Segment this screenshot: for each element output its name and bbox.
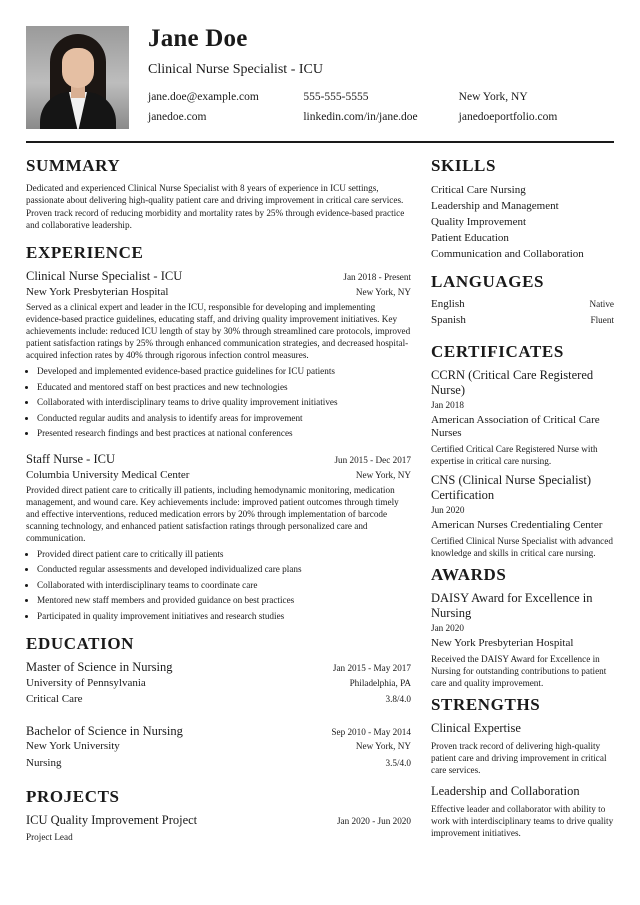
awards-heading: AWARDS — [431, 565, 507, 584]
gpa: 3.5/4.0 — [385, 757, 411, 768]
job-title: Staff Nurse - ICU — [26, 451, 115, 466]
language-row — [431, 298, 614, 314]
job-bullets — [26, 364, 411, 442]
education-heading: EDUCATION — [26, 634, 135, 654]
language-row — [431, 314, 614, 330]
email-link[interactable]: jane.doe@example.com — [148, 91, 259, 103]
language-name: English — [431, 298, 465, 310]
contact-info — [148, 87, 614, 127]
gpa: 3.8/4.0 — [385, 694, 411, 705]
education-dates: Jan 2015 - May 2017 — [332, 663, 411, 674]
bullet-item: • Provided direct patient care to critically ill patients — [37, 547, 411, 563]
bullet-item: • Conducted regular audits and analysis to identify areas for improvement — [37, 411, 411, 427]
job-dates: Jun 2015 - Dec 2017 — [334, 454, 411, 465]
education-dates: Sep 2010 - May 2014 — [331, 726, 411, 737]
side-column — [431, 156, 614, 847]
award-name: DAISY Award for Excellence in Nursing — [431, 591, 593, 620]
bullet-item: • Developed and implemented evidence-based practice guidelines for ICU patients — [37, 364, 411, 380]
linkedin-link[interactable]: linkedin.com/in/jane.doe — [303, 111, 418, 123]
language-level: Fluent — [590, 315, 614, 325]
job-dates: Jan 2018 - Present — [343, 272, 411, 283]
certificates-heading: CERTIFICATES — [431, 342, 564, 361]
strength-description: Proven track record of delivering high-quality patient care and driving improvement in critical care services. — [431, 741, 607, 775]
school-location: Philadelphia, PA — [349, 677, 411, 688]
experience-entry — [26, 269, 411, 442]
project-name: ICU Quality Improvement Project — [26, 813, 198, 828]
language-level: Native — [589, 299, 614, 309]
certificate-issuer: American Nurses Credentialing Center — [431, 519, 603, 531]
skill-item: Critical Care Nursing — [431, 184, 526, 196]
certificate-name: CCRN (Critical Care Registered Nurse) — [431, 368, 594, 397]
skill-item: Quality Improvement — [431, 216, 527, 228]
languages-list — [431, 298, 614, 330]
skills-heading: SKILLS — [431, 156, 497, 175]
certificate-description: Certified Clinical Nurse Specialist with advanced knowledge and skills in critical care nursing. — [431, 536, 613, 558]
strength-entry — [431, 721, 614, 776]
skill-item: Leadership and Management — [431, 200, 559, 212]
field-of-study: Critical Care — [26, 693, 83, 706]
school: New York University — [26, 740, 120, 753]
summary-heading: SUMMARY — [26, 156, 121, 175]
project-entry — [26, 813, 411, 843]
language-name: Spanish — [431, 314, 466, 326]
bullet-item: • Educated and mentored staff on best practices and new technologies — [37, 380, 411, 396]
profile-photo — [26, 26, 129, 129]
school-location: New York, NY — [355, 741, 411, 752]
project-dates: Jan 2020 - Jun 2020 — [336, 816, 411, 827]
job-description: Provided direct patient care to critically ill patients, including hemodynamic monitoring, medication management, and wound care. Key achievements include: improved patient outcomes through timely and effective interventions, reduced medication errors by 20% through implementation of barcode scanning technology, and enhanced patient satisfaction ratings through personalized care and communication. — [26, 484, 399, 543]
certificate-entry — [431, 368, 614, 467]
bullet-item: • Participated in quality improvement initiatives and research studies — [37, 609, 411, 625]
experience-entry — [26, 452, 411, 625]
job-bullets — [26, 547, 411, 625]
job-description: Served as a clinical expert and leader in the ICU, responsible for developing and implementing evidence-based practice guidelines, educating staff, and driving quality improvement initiatives. Key achievements include: reduced ICU length of stay by 30% through streamlined care protocols, improved patient satisfaction ratings by 25% through enhanced communication strategies, and decreased hospital-acquired infection rates by 40% through rigorous infection control measures. — [26, 302, 411, 361]
degree: Bachelor of Science in Nursing — [26, 723, 183, 738]
award-description: Received the DAISY Award for Excellence in Nursing for outstanding contributions to patient care and quality improvement. — [431, 654, 607, 688]
job-location: New York, NY — [355, 469, 411, 480]
education-entry — [26, 660, 411, 710]
strength-name: Clinical Expertise — [431, 721, 521, 735]
award-issuer: New York Presbyterian Hospital — [431, 637, 574, 649]
award-entry — [431, 591, 614, 689]
bullet-item: • Mentored new staff members and provided guidance on best practices — [37, 593, 411, 609]
projects-heading: PROJECTS — [26, 787, 120, 807]
field-of-study: Nursing — [26, 756, 62, 769]
certificate-name: CNS (Clinical Nurse Specialist) Certification — [431, 473, 592, 502]
degree: Master of Science in Nursing — [26, 660, 173, 675]
strength-description: Effective leader and collaborator with ability to work with interdisciplinary teams to drive quality improvement initiatives. — [431, 804, 614, 838]
bullet-item: • Conducted regular assessments and developed individualized care plans — [37, 562, 411, 578]
bullet-item: • Collaborated with interdisciplinary teams to drive quality improvement initiatives — [37, 395, 411, 411]
header-divider — [26, 141, 614, 143]
resume-header — [26, 0, 614, 142]
summary-text: Dedicated and experienced Clinical Nurse Specialist with 8 years of experience in ICU settings, passionate about delivering high-quality patient care and driving improvement in critical care services. Proven track record of reducing morbidity and mortality rates by 25% through evidence-based practice and collaborative leadership. — [26, 183, 405, 230]
certificate-date: Jun 2020 — [431, 505, 465, 515]
languages-heading: LANGUAGES — [431, 272, 545, 291]
certificate-description: Certified Critical Care Registered Nurse with expertise in critical care nursing. — [431, 444, 598, 466]
education-entry — [26, 724, 411, 774]
school: University of Pennsylvania — [26, 676, 146, 689]
skill-item: Communication and Collaboration — [431, 248, 584, 260]
candidate-title: Clinical Nurse Specialist - ICU — [148, 62, 323, 77]
phone-number: 555-555-5555 — [303, 91, 369, 103]
location-text: New York, NY — [458, 91, 528, 103]
project-role: Project Lead — [26, 832, 73, 843]
certificate-entry — [431, 473, 614, 559]
employer: Columbia University Medical Center — [26, 468, 190, 481]
bullet-item: • Collaborated with interdisciplinary teams to coordinate care — [37, 578, 411, 594]
skills-list — [431, 182, 614, 262]
experience-heading: EXPERIENCE — [26, 243, 144, 263]
certificate-issuer: American Association of Critical Care Nurses — [431, 414, 600, 439]
strengths-heading: STRENGTHS — [431, 695, 541, 714]
main-column — [26, 156, 411, 853]
portfolio-link[interactable]: janedoeportfolio.com — [458, 111, 558, 123]
employer: New York Presbyterian Hospital — [26, 286, 169, 299]
job-title: Clinical Nurse Specialist - ICU — [26, 269, 183, 284]
award-date: Jan 2020 — [431, 623, 464, 633]
website-link[interactable]: janedoe.com — [148, 111, 207, 123]
strength-name: Leadership and Collaboration — [431, 784, 580, 798]
certificate-date: Jan 2018 — [431, 400, 464, 410]
strength-entry — [431, 784, 614, 839]
bullet-item: • Presented research findings and best practices at national conferences — [37, 426, 411, 442]
candidate-name: Jane Doe — [148, 25, 248, 52]
job-location: New York, NY — [355, 287, 411, 298]
skill-item: Patient Education — [431, 232, 509, 244]
